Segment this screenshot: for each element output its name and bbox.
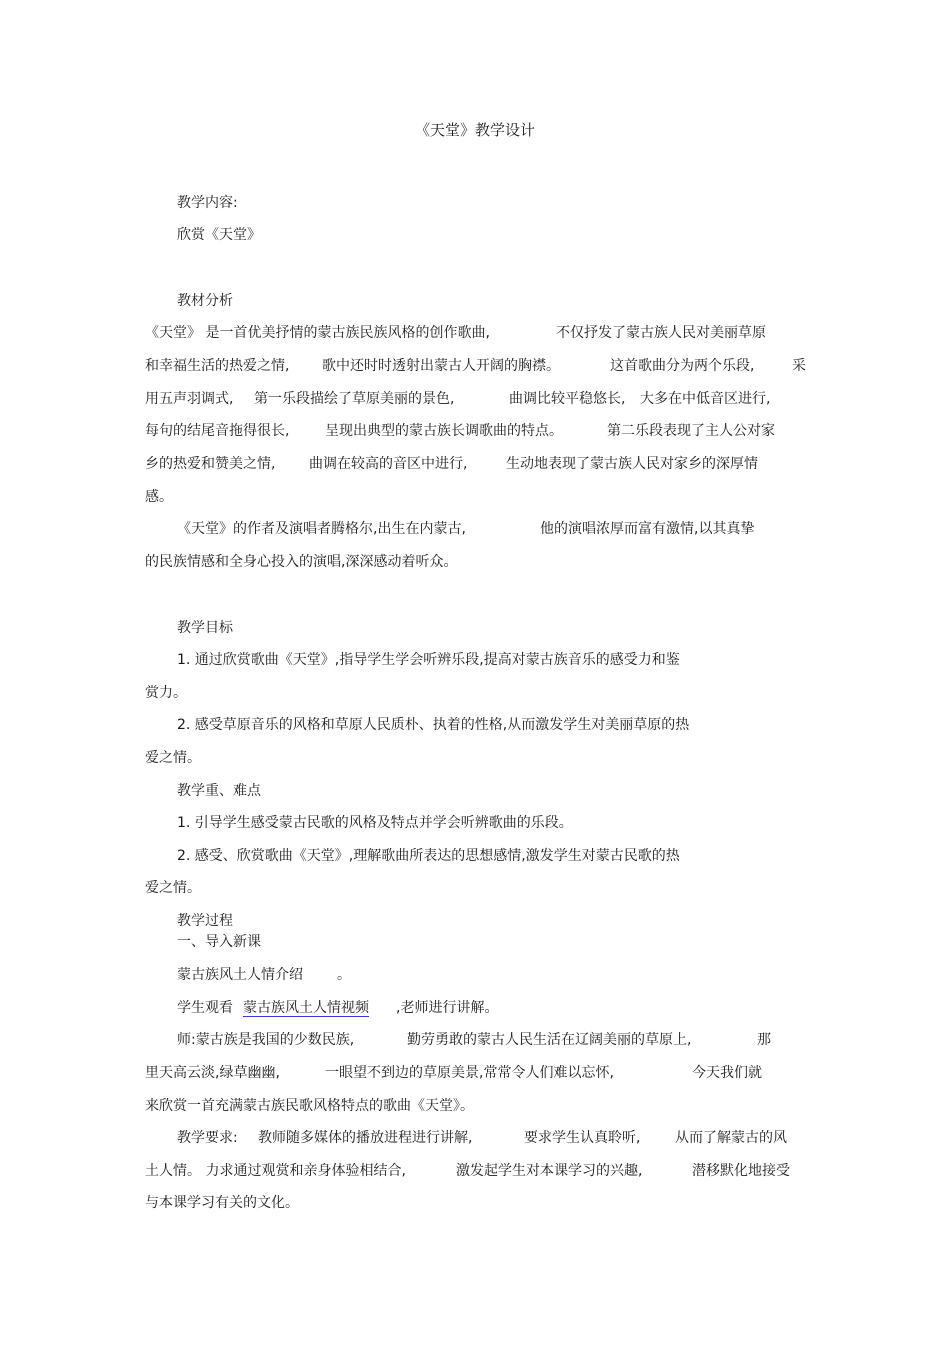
analysis-line: 呈现出典型的蒙古族长调歌曲的特点。: [325, 423, 563, 439]
teacher-line: 勤劳勇敢的蒙古人民生活在辽阔美丽的草原上,: [407, 1032, 692, 1048]
content-text: 欣赏《天堂》: [177, 227, 261, 243]
analysis-line: 他的演唱浓厚而富有激情,以其真挚: [540, 521, 755, 537]
analysis-line: 生动地表现了蒙古族人民对家乡的深厚情: [506, 456, 758, 472]
section-heading-content: 教学内容:: [177, 195, 238, 211]
requirement-line: 从而了解蒙古的风: [675, 1130, 787, 1146]
analysis-line: 的民族情感和全身心投入的演唱,深深感动着听众。: [145, 554, 458, 570]
goal-item: 2. 感受草原音乐的风格和草原人民质朴、执着的性格,从而激发学生对美丽草原的热: [177, 717, 690, 733]
teacher-line: 那: [757, 1032, 771, 1048]
requirement-line: 要求学生认真聆听,: [524, 1130, 641, 1146]
section-heading-analysis: 教材分析: [177, 293, 233, 309]
process-watch-prefix: 学生观看: [177, 1000, 233, 1016]
teacher-line: 里天高云淡,绿草幽幽,: [145, 1065, 280, 1081]
video-link[interactable]: 蒙古族风土人情视频: [243, 1000, 369, 1016]
keypoint-item: 爱之情。: [145, 880, 201, 896]
requirement-line: 教师随多媒体的播放进程进行讲解,: [258, 1130, 473, 1146]
analysis-line: 采: [792, 358, 806, 374]
document-title: 《天堂》教学设计: [414, 121, 535, 139]
analysis-line: 和幸福生活的热爱之情,: [145, 358, 290, 374]
analysis-line: 《天堂》 是一首优美抒情的蒙古族民族风格的创作歌曲,: [145, 325, 490, 341]
goal-item: 1. 通过欣赏歌曲《天堂》,指导学生学会听辨乐段,提高对蒙古族音乐的感受力和鉴: [177, 652, 680, 668]
analysis-line: 乡的热爱和赞美之情,: [145, 456, 276, 472]
requirement-line: 教学要求:: [177, 1130, 238, 1146]
requirement-line: 激发起学生对本课学习的兴趣,: [456, 1163, 643, 1179]
process-intro-period: 。: [337, 967, 351, 983]
section-heading-keypoints: 教学重、难点: [177, 783, 261, 799]
analysis-line: 不仅抒发了蒙古族人民对美丽草原: [556, 325, 766, 341]
teacher-line: 一眼望不到边的草原美景,常常令人们难以忘怀,: [325, 1065, 614, 1081]
analysis-line: 曲调在较高的音区中进行,: [309, 456, 468, 472]
analysis-line: 这首歌曲分为两个乐段,: [610, 358, 755, 374]
keypoint-item: 1. 引导学生感受蒙古民歌的风格及特点并学会听辨歌曲的乐段。: [177, 815, 573, 831]
section-heading-goals: 教学目标: [177, 620, 233, 636]
section-heading-process: 教学过程: [177, 913, 233, 929]
analysis-line: 第一乐段描绘了草原美丽的景色,: [254, 391, 455, 407]
process-subheading: 一、导入新课: [177, 934, 261, 950]
goal-item: 爱之情。: [145, 750, 201, 766]
goal-item: 赏力。: [145, 685, 187, 701]
teacher-line: 师:蒙古族是我国的少数民族,: [177, 1032, 355, 1048]
requirement-line: 土人情。 力求通过观赏和亲身体验相结合,: [145, 1163, 406, 1179]
process-watch-suffix: ,老师进行讲解。: [396, 1000, 499, 1016]
analysis-line: 曲调比较平稳悠长,: [509, 391, 626, 407]
teacher-line: 来欣赏一首充满蒙古族民歌风格特点的歌曲《天堂》。: [145, 1098, 474, 1114]
analysis-line: 歌中还时时透射出蒙古人开阔的胸襟。: [322, 358, 560, 374]
analysis-line: 每句的结尾音拖得很长,: [145, 423, 290, 439]
analysis-line: 感。: [145, 489, 173, 505]
requirement-line: 潜移默化地接受: [692, 1163, 790, 1179]
requirement-line: 与本课学习有关的文化。: [145, 1195, 299, 1211]
keypoint-item: 2. 感受、欣赏歌曲《天堂》,理解歌曲所表达的思想感情,激发学生对蒙古民歌的热: [177, 848, 680, 864]
teacher-line: 今天我们就: [692, 1065, 762, 1081]
analysis-line: 用五声羽调式,: [145, 391, 234, 407]
analysis-line: 第二乐段表现了主人公对家: [607, 423, 775, 439]
analysis-line: 大多在中低音区进行,: [640, 391, 771, 407]
process-intro: 蒙古族风土人情介绍: [177, 967, 303, 983]
analysis-line: 《天堂》的作者及演唱者腾格尔,出生在内蒙古,: [177, 521, 466, 537]
